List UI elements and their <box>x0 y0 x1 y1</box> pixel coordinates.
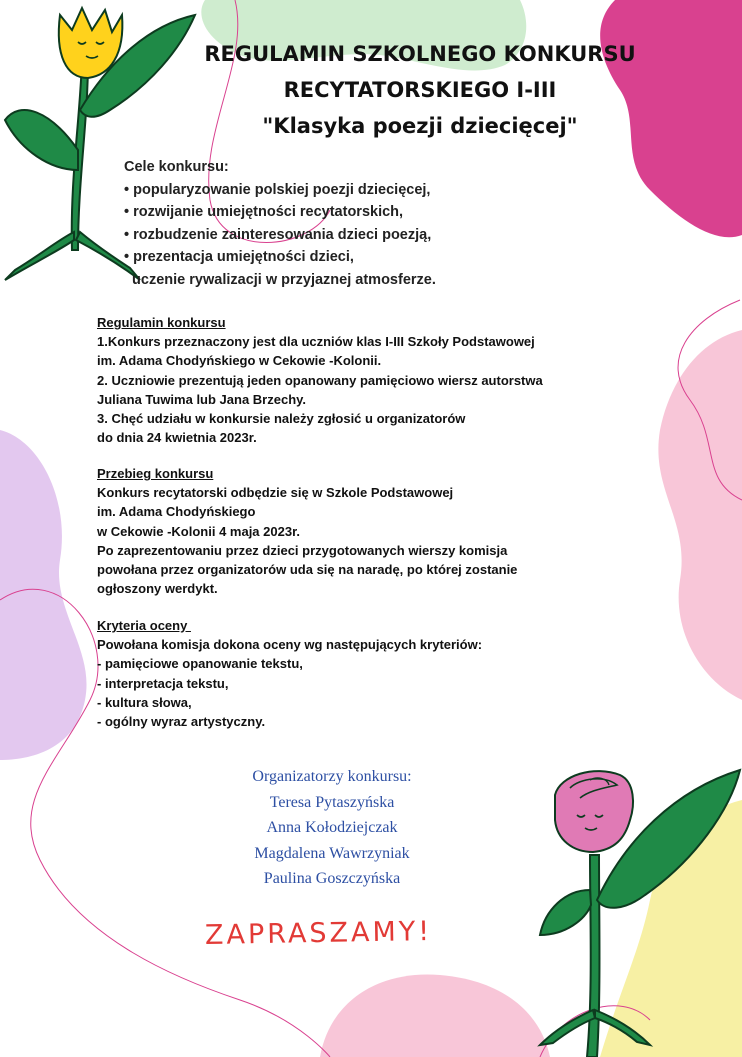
rules-line: Juliana Tuwima lub Jana Brzechy. <box>97 391 307 407</box>
criteria-line: - interpretacja tekstu, <box>97 675 229 691</box>
title-line-1: REGULAMIN SZKOLNEGO KONKURSU <box>204 42 636 66</box>
criteria-line: - ogólny wyraz artystyczny. <box>97 714 266 730</box>
criteria-line: - kultura słowa, <box>97 694 192 710</box>
organizers-section <box>210 764 454 892</box>
criteria-heading: Kryteria oceny <box>97 618 191 633</box>
course-line: im. Adama Chodyńskiego <box>97 504 256 520</box>
invite-text: ZAPRASZAMY! <box>204 916 433 951</box>
course-line: w Cekowie -Kolonii 4 maja 2023r. <box>97 523 301 539</box>
organizer-name: Paulina Goszczyńska <box>263 870 401 887</box>
organizers-heading: Organizatorzy konkursu: <box>252 768 412 785</box>
course-section <box>97 464 657 598</box>
organizer-name: Teresa Pytaszyńska <box>269 793 395 811</box>
organizer-name: Anna Kołodziejczak <box>266 819 398 836</box>
rules-line: do dnia 24 kwietnia 2023r. <box>97 430 257 446</box>
rules-line: 2. Uczniowie prezentują jeden opanowany pamięciowo wiersz autorstwa <box>97 372 543 388</box>
course-line: ogłoszony werdykt. <box>97 581 218 597</box>
title-line-3: "Klasyka poezji dziecięcej" <box>262 114 578 138</box>
criteria-section <box>97 616 657 731</box>
goals-section <box>124 156 436 291</box>
course-line: powołana przez organizatorów uda się na naradę, po której zostanie <box>97 562 518 578</box>
goals-item: • rozwijanie umiejętności recytatorskich, <box>124 204 404 220</box>
criteria-line: Powołana komisja dokona oceny wg następujących kryteriów: <box>97 637 483 653</box>
rules-line: 1.Konkurs przeznaczony jest dla uczniów klas I-III Szkoły Podstawowej <box>97 334 535 350</box>
goals-item: uczenie rywalizacji w przyjaznej atmosferze. <box>124 271 436 288</box>
course-heading: Przebieg konkursu <box>97 466 214 481</box>
criteria-line: - pamięciowe opanowanie tekstu, <box>97 656 303 672</box>
organizer-name: Magdalena Wawrzyniak <box>254 844 410 862</box>
goals-heading: Cele konkursu: <box>124 159 229 175</box>
goals-item: • prezentacja umiejętności dzieci, <box>124 249 354 265</box>
rules-line: 3. Chęć udziału w konkursie należy zgłosić u organizatorów <box>97 411 466 427</box>
goals-item: • rozbudzenie zainteresowania dzieci poezją, <box>124 226 432 243</box>
course-line: Konkurs recytatorski odbędzie się w Szkole Podstawowej <box>97 485 454 501</box>
title-line-2: RECYTATORSKIEGO I-III <box>283 78 557 102</box>
rules-section <box>97 313 657 447</box>
rules-heading: Regulamin konkursu <box>97 315 226 330</box>
course-line: Po zaprezentowaniu przez dzieci przygotowanych wierszy komisja <box>97 542 508 558</box>
goals-item: • popularyzowanie polskiej poezji dziecięcej, <box>124 181 431 198</box>
rules-line: im. Adama Chodyńskiego w Cekowie -Kolonii. <box>97 353 382 369</box>
